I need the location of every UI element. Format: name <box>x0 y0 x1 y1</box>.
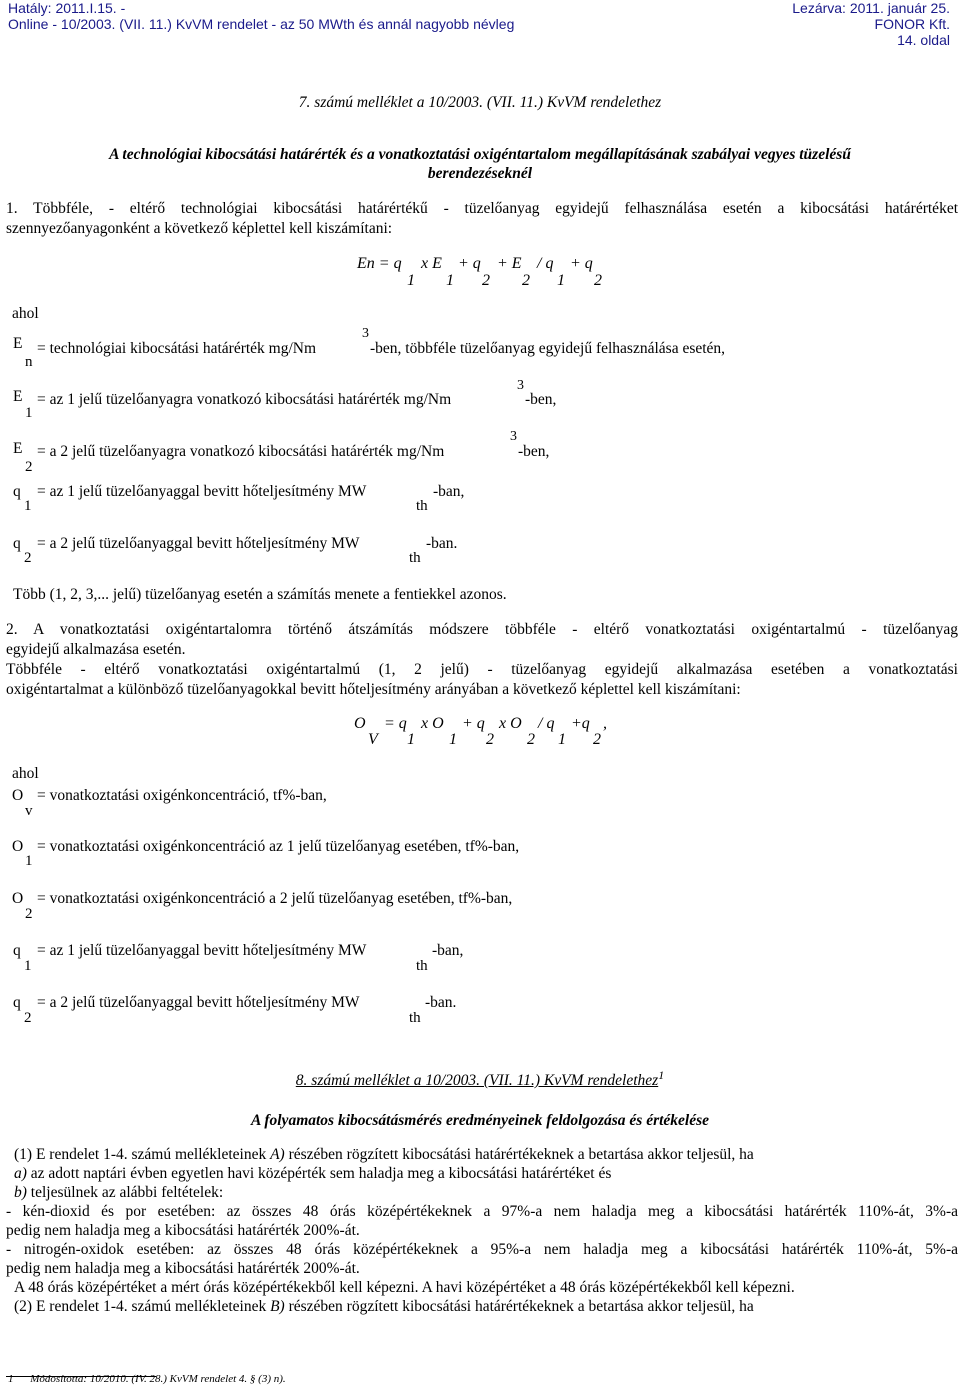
annex8-conditions <box>6 1202 958 1278</box>
header-right <box>792 0 950 48</box>
def-text-rest: -ban. <box>426 535 458 552</box>
def-text-rest: -ben, <box>518 443 550 460</box>
formula1-part: x E <box>421 255 442 272</box>
def-text: = vonatkoztatási oxigénkoncentráció, tf%-ban, <box>37 787 327 804</box>
def-text: = az 1 jelű tüzelőanyagra vonatkozó kibocsátási határérték mg/Nm <box>37 391 452 408</box>
def-text: = a 2 jelű tüzelőanyaggal bevitt hőteljesítmény MW <box>37 994 360 1011</box>
annex8-line-7: pedig nem haladja meg a kibocsátási határérték 200%-át. <box>6 1260 360 1277</box>
def-subscript: 2 <box>25 459 33 475</box>
annex8-line-8: A 48 órás középértéket a mért órás középértékekből kell képezni. A havi középértéket a 48 órás középértékekből kell képezni. <box>14 1279 795 1296</box>
where-label: ahol <box>12 305 39 322</box>
def-subscript: 1 <box>25 853 33 869</box>
annex7-subtitle-line1: A technológiai kibocsátási határérték és a vonatkoztatási oxigéntartalom megállapításának szabályai vegyes tüzelésű <box>109 146 851 163</box>
formula2-part: + q <box>462 715 485 732</box>
formula2-part: O <box>354 715 366 732</box>
def-text-rest: -ban, <box>432 942 464 959</box>
header-left <box>8 0 514 32</box>
paragraph-3-line2: oxigéntartalmat a különböző tüzelőanyagokkal bevitt hőteljesítmény arányában a következő képlettel kell kiszámítani: <box>6 681 741 698</box>
annex8-line-9 <box>14 1297 954 1316</box>
annex8-line-5: pedig nem haladja meg a kibocsátási határérték 200%-át. <box>6 1222 360 1239</box>
header-page-number: 14. oldal <box>897 32 950 48</box>
annex8-tail <box>14 1278 954 1316</box>
formula2-sub: 1 <box>449 731 457 748</box>
annex8-body <box>14 1145 954 1202</box>
formula2-part: x O <box>421 715 444 732</box>
annex7-subtitle-line2: berendezéseknél <box>427 165 533 182</box>
def-subscript-th: th <box>409 550 421 566</box>
def-symbol: E <box>13 440 23 457</box>
formula2-part: , <box>603 715 607 732</box>
def-symbol: O <box>12 838 24 855</box>
formula2-part: x O <box>499 715 522 732</box>
more-fuels-note: Több (1, 2, 3,... jelű) tüzelőanyag esetén a számítás menete a fentiekkel azonos. <box>13 586 507 603</box>
formula2-sub: V <box>368 731 378 748</box>
def-subscript: 1 <box>24 958 32 974</box>
def-text: = az 1 jelű tüzelőanyaggal bevitt hőteljesítmény MW <box>37 942 367 959</box>
formula1-sub: 2 <box>482 272 490 289</box>
def-subscript-th: th <box>416 958 428 974</box>
def-text: = a 2 jelű tüzelőanyagra vonatkozó kibocsátási határérték mg/Nm <box>37 443 445 460</box>
def-symbol: q <box>13 483 21 500</box>
formula2-part: / q <box>538 715 555 732</box>
paragraph-1-line2: szennyezőanyagonként a következő képlettel kell kiszámítani: <box>6 220 393 237</box>
formula2-part: +q <box>571 715 590 732</box>
text: teljesülnek az alábbi feltételek: <box>26 1184 224 1201</box>
def-symbol: O <box>12 890 24 907</box>
formula1-part: + E <box>497 255 522 272</box>
def-text: = vonatkoztatási oxigénkoncentráció a 2 jelű tüzelőanyag esetében, tf%-ban, <box>37 890 513 907</box>
def-subscript: n <box>25 354 33 370</box>
text: részében rögzített kibocsátási határértékeknek a betartása akkor teljesül, ha <box>284 1146 754 1163</box>
text: (1) E rendelet 1-4. számú mellékleteinek <box>14 1146 271 1163</box>
annex7-title: 7. számú melléklet a 10/2003. (VII. 11.) KvVM rendelethez <box>298 94 662 111</box>
def-text-rest: -ben, <box>525 391 557 408</box>
def-subscript: 1 <box>25 405 33 421</box>
def-symbol: q <box>13 942 21 959</box>
formula2-sub: 2 <box>593 731 601 748</box>
def-symbol: q <box>13 994 21 1011</box>
formula1-part: + q <box>570 255 593 272</box>
text: részében rögzített kibocsátási határértékeknek a betartása akkor teljesül, ha <box>284 1298 754 1315</box>
paragraph-2-line2: egyidejű alkalmazása esetén. <box>6 641 186 658</box>
text: b) <box>14 1184 27 1201</box>
def-subscript: 2 <box>25 906 33 922</box>
footnote-text: Módosította: 10/2010. (IV. 28.) KvVM rendelet 4. § (3) n). <box>30 1373 286 1385</box>
footnote <box>8 1373 286 1385</box>
def-text-rest: -ban. <box>425 994 457 1011</box>
text: (2) E rendelet 1-4. számú mellékleteinek <box>14 1298 271 1315</box>
paragraph-1-line1: 1. Többféle, - eltérő technológiai kibocsátási határértékű - tüzelőanyag egyidejű felhasználása esetén a kibocsátási határértéket <box>6 200 958 217</box>
formula1-sub: 1 <box>407 272 415 289</box>
formula1-part: + q <box>458 255 481 272</box>
def-text-rest: -ben, többféle tüzelőanyag egyidejű felhasználása esetén, <box>370 340 726 357</box>
def-text: = az 1 jelű tüzelőanyaggal bevitt hőteljesítmény MW <box>37 483 367 500</box>
def-symbol: E <box>13 388 23 405</box>
where-label-2: ahol <box>12 765 39 782</box>
annex8-line-2 <box>14 1164 954 1183</box>
footnote-number: 1 <box>8 1373 14 1385</box>
formula2-sub: 2 <box>486 731 494 748</box>
def-subscript-th: th <box>416 498 428 514</box>
def-superscript: 3 <box>362 326 369 341</box>
def-symbol: E <box>13 335 23 352</box>
annex8-line-1 <box>14 1145 954 1164</box>
formula1-sub: 2 <box>594 272 602 289</box>
def-text: = vonatkoztatási oxigénkoncentráció az 1 jelű tüzelőanyag esetében, tf%-ban, <box>37 838 520 855</box>
footnote-ref[interactable]: 1 <box>658 1068 665 1082</box>
paragraph-2-line1: 2. A vonatkoztatási oxigéntartalomra történő átszámítás módszere többféle - eltérő vonatkoztatási oxigéntartalmú - tüzelőanyag <box>6 621 958 638</box>
def-subscript: 1 <box>24 498 32 514</box>
def-subscript: v <box>25 803 33 819</box>
annex8-title: 8. számú melléklet a 10/2003. (VII. 11.) KvVM rendelethez <box>295 1072 659 1090</box>
def-subscript: 2 <box>24 1010 32 1026</box>
formula1-part: En = q <box>357 255 402 272</box>
def-superscript: 3 <box>510 429 517 444</box>
formula1-sub: 1 <box>446 272 454 289</box>
text: A) <box>270 1146 285 1163</box>
def-symbol: q <box>13 535 21 552</box>
header-publisher: FONOR Kft. <box>874 16 950 32</box>
paragraph-3-line1: Többféle - eltérő vonatkoztatási oxigéntartalmú (1, 2 jelű) - tüzelőanyag egyidejű alkalmazása esetében a vonatkoztatási <box>6 661 958 678</box>
formula2-sub: 1 <box>407 731 415 748</box>
annex8-line-4: - kén-dioxid és por esetében: az összes 48 órás középértékeknek a 97%-a nem haladja meg a kibocsátási határérték 110%-át, 3%-a <box>6 1203 958 1220</box>
annex8-subtitle: A folyamatos kibocsátásmérés eredményeinek feldolgozása és értékelése <box>250 1112 710 1129</box>
annex8-title-wrap <box>0 1068 960 1090</box>
paragraph-2 <box>6 620 958 700</box>
def-superscript: 3 <box>517 378 524 393</box>
def-subscript-th: th <box>409 1010 421 1026</box>
annex8-line-3 <box>14 1183 954 1202</box>
formula2-sub: 1 <box>558 731 566 748</box>
text: B) <box>270 1298 285 1315</box>
def-text-rest: -ban, <box>433 483 465 500</box>
def-symbol: O <box>12 787 24 804</box>
def-subscript: 2 <box>24 550 32 566</box>
def-text: = technológiai kibocsátási határérték mg/Nm <box>37 340 317 357</box>
text: az adott naptári évben egyetlen havi középérték sem haladja meg a kibocsátási határértéket és <box>26 1165 612 1182</box>
formula1-sub: 2 <box>522 272 530 289</box>
formula1-part: / q <box>537 255 554 272</box>
formula1-sub: 1 <box>557 272 565 289</box>
formula2-sub: 2 <box>527 731 535 748</box>
annex8-line-6: - nitrogén-oxidok esetében: az összes 48 órás középértékeknek a 95%-a nem haladja meg a kibocsátási határérték 110%-át, 5%-a <box>6 1241 958 1258</box>
header-closed-date: Lezárva: 2011. január 25. <box>792 0 950 16</box>
header-effective: Hatály: 2011.I.15. - <box>8 0 126 16</box>
text: a) <box>14 1165 27 1182</box>
header-document-title: Online - 10/2003. (VII. 11.) KvVM rendelet - az 50 MWth és annál nagyobb névleg <box>8 16 515 32</box>
def-text: = a 2 jelű tüzelőanyaggal bevitt hőteljesítmény MW <box>37 535 360 552</box>
paragraph-1 <box>6 199 958 239</box>
formula2-part: = q <box>384 715 407 732</box>
